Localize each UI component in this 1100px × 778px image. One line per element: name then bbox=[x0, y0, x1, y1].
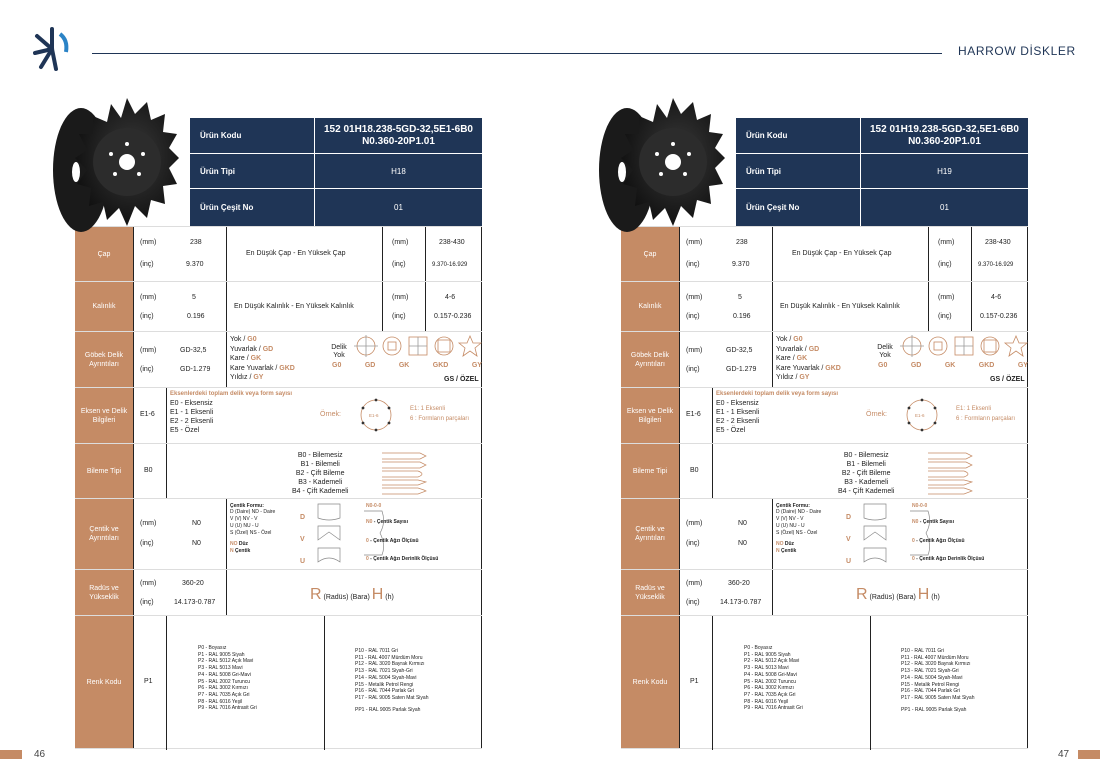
hub-special-label: GS / ÖZEL bbox=[444, 376, 479, 383]
page-number-left: 46 bbox=[34, 749, 46, 760]
color-list-1: P0 - Boyasız P1 - RAL 9005 Siyah P2 - RAL 5012 Açık Mavi P3 - RAL 5013 Mavi P4 - RAL 5008 Gri-Mavi P5 - RAL 2002 Turuncu P6 - RAL 3002 Kırmızı P7 - RAL 7035 Açık Gri P8 - RAL 6016 Yeşil P9 - RAL 7016 Antrasit Gri bbox=[198, 645, 257, 712]
label-sharpening: Bileme Tipi bbox=[75, 444, 133, 498]
row-hub-hole bbox=[75, 331, 482, 387]
color-value: P1 bbox=[144, 678, 153, 685]
label-product-variant: Ürün Çeşit No bbox=[746, 203, 800, 212]
product-code: 152 01H18.238-5GD-32,5E1-6B0 N0.360-20P1.01 bbox=[314, 118, 482, 153]
unit-inch: (inç) bbox=[686, 366, 700, 373]
label-hub-hole: Göbek Delik Ayrıntıları bbox=[75, 332, 133, 387]
label-color: Renk Kodu bbox=[75, 616, 133, 748]
hub-type-gy: Yıldız / GY bbox=[230, 374, 264, 381]
label-color: Renk Kodu bbox=[621, 616, 679, 748]
thickness-range-inch: 0.157-0.236 bbox=[434, 313, 472, 320]
label-radius: Radüs ve Yükseklik bbox=[75, 570, 133, 615]
unit-mm: (mm) bbox=[686, 239, 703, 246]
header-product-code-row bbox=[190, 118, 482, 154]
product-variant: 01 bbox=[314, 189, 482, 226]
label-axis: Eksen ve Delik Bilgileri bbox=[75, 388, 133, 443]
hub-shapes-icon bbox=[354, 335, 482, 357]
notch-form-list: D (Daire) ND - Daire V (V) NV - V U (U) NU - U S (Özel) NS - Özel bbox=[776, 509, 822, 536]
radius-mm: 360-20 bbox=[182, 580, 204, 587]
hub-type-g0: Yok / G0 bbox=[776, 336, 803, 343]
axis-example-2: 6 : Formların parçaları bbox=[410, 416, 470, 422]
notch-inch: N0 bbox=[192, 540, 201, 547]
hub-type-g0: Yok / G0 bbox=[230, 336, 257, 343]
header-product-code-row bbox=[736, 118, 1028, 154]
notch-form-title: Çentik Formu: bbox=[776, 503, 810, 509]
label-diameter: Çap bbox=[621, 227, 679, 281]
diameter-mm: 238 bbox=[190, 239, 202, 246]
hub-type-list bbox=[230, 335, 295, 383]
row-sharpening bbox=[75, 443, 482, 498]
notch-shapes-icon bbox=[860, 502, 890, 564]
thickness-inch: 0.196 bbox=[187, 313, 205, 320]
axis-example-code: E1-6 bbox=[915, 413, 925, 418]
label-product-code: Ürün Kodu bbox=[200, 131, 242, 140]
label-notch: Çentik ve Ayrıntıları bbox=[75, 499, 133, 569]
label-product-variant: Ürün Çeşit No bbox=[200, 203, 254, 212]
unit-mm: (mm) bbox=[686, 520, 703, 527]
thickness-range-label: En Düşük Kalınlık - En Yüksek Kalınlık bbox=[780, 303, 900, 310]
axis-note: Eksenlerdeki toplam delik veya form sayısı bbox=[716, 391, 839, 397]
example-label: Örnek: bbox=[320, 411, 342, 418]
hub-shapes-icon bbox=[900, 335, 1028, 357]
example-label: Örnek: bbox=[866, 411, 888, 418]
product-type: H19 bbox=[860, 154, 1028, 188]
page-tab-right bbox=[1078, 750, 1100, 759]
notch-flat-legend: NO Düz N Çentik bbox=[230, 541, 251, 554]
header-product-type-row bbox=[736, 154, 1028, 189]
harrow-disc-image bbox=[593, 92, 725, 242]
label-thickness: Kalınlık bbox=[621, 282, 679, 331]
label-thickness: Kalınlık bbox=[75, 282, 133, 331]
label-notch: Çentik ve Ayrıntıları bbox=[621, 499, 679, 569]
row-notch bbox=[75, 498, 482, 569]
product-code: 152 01H19.238-5GD-32,5E1-6B0 N0.360-20P1.01 bbox=[860, 118, 1028, 153]
notch-mm: N0 bbox=[738, 520, 747, 527]
sharpening-profiles-icon bbox=[380, 451, 428, 495]
radius-inch: 14.173-0.787 bbox=[720, 599, 762, 606]
axis-value: E1-6 bbox=[686, 411, 701, 418]
diameter-range-inch: 9.370-16.929 bbox=[432, 262, 468, 268]
hub-inch: GD-1.279 bbox=[726, 366, 757, 373]
brand-logo-icon bbox=[32, 26, 72, 72]
unit-inch-range: (inç) bbox=[392, 261, 406, 268]
unit-mm: (mm) bbox=[140, 239, 157, 246]
hub-type-gd: Yuvarlak / GD bbox=[230, 345, 274, 353]
radius-inch: 14.173-0.787 bbox=[174, 599, 216, 606]
notch-form-title: Çentik Formu: bbox=[230, 503, 264, 509]
unit-mm-range: (mm) bbox=[938, 294, 955, 301]
sharpening-list: B0 - Bilemesiz B1 - Bilemeli B2 - Çift Bileme B3 - Kademeli B4 - Çift Kademeli bbox=[838, 452, 895, 495]
unit-inch-range: (inç) bbox=[392, 313, 406, 320]
label-product-code: Ürün Kodu bbox=[746, 131, 788, 140]
header-product-variant-row bbox=[190, 189, 482, 226]
hub-type-gk: Kare / GK bbox=[776, 355, 808, 362]
page-title: HARROW DİSKLER bbox=[958, 44, 1076, 58]
sharpening-list: B0 - Bilemesiz B1 - Bilemeli B2 - Çift Bileme B3 - Kademeli B4 - Çift Kademeli bbox=[292, 452, 349, 495]
row-sharpening bbox=[621, 443, 1028, 498]
notch-shapes-icon bbox=[314, 502, 344, 564]
row-thickness bbox=[621, 281, 1028, 331]
thickness-range-mm: 4-6 bbox=[445, 294, 456, 301]
axis-example-icon bbox=[356, 397, 396, 433]
unit-inch: (inç) bbox=[140, 366, 154, 373]
unit-mm: (mm) bbox=[686, 347, 703, 354]
product-type: H18 bbox=[314, 154, 482, 188]
hub-type-gd: Yuvarlak / GD bbox=[776, 345, 820, 353]
hub-code-row: G0 GD GK GKD GY bbox=[332, 362, 482, 369]
notch-count: N0 - Çentik Sayısı bbox=[366, 519, 408, 525]
hub-type-gkd: Kare Yuvarlak / GKD bbox=[776, 364, 841, 372]
unit-mm: (mm) bbox=[140, 520, 157, 527]
product-variant: 01 bbox=[860, 189, 1028, 226]
row-radius bbox=[621, 569, 1028, 615]
unit-inch: (inç) bbox=[140, 313, 154, 320]
notch-dvu: D V U bbox=[846, 514, 852, 565]
row-radius bbox=[75, 569, 482, 615]
sharpening-profiles-icon bbox=[926, 451, 974, 495]
hub-type-gkd: Kare Yuvarlak / GKD bbox=[230, 364, 295, 372]
thickness-mm: 5 bbox=[738, 294, 742, 301]
label-diameter: Çap bbox=[75, 227, 133, 281]
notch-format: N0-0-0 bbox=[912, 503, 928, 509]
row-color bbox=[621, 615, 1028, 749]
thickness-range-inch: 0.157-0.236 bbox=[980, 313, 1018, 320]
unit-mm: (mm) bbox=[140, 294, 157, 301]
header-product-variant-row bbox=[736, 189, 1028, 226]
axis-list: E0 - Eksensiz E1 - 1 Eksenli E2 - 2 Eksenli E5 - Özel bbox=[716, 400, 760, 434]
hub-mm: GD-32,5 bbox=[180, 347, 207, 354]
notch-flat-legend: NO Düz N Çentik bbox=[776, 541, 797, 554]
row-hub-hole bbox=[621, 331, 1028, 387]
color-list-2: P10 - RAL 7011 Gri P11 - RAL 4007 Mürdüm Moru P12 - RAL 3020 Bayrak Kırmızı P13 - RAL 7021 Siyah-Gri P14 - RAL 5004 Siyah-Mavi P15 - Metalik Petrol Rengi P16 - RAL 7044 Parlak Gri P17 - RAL 9005 Saten Mat Siyah PP1 - RAL 9005 Parlak Siyah bbox=[901, 648, 975, 713]
hub-type-gk: Kare / GK bbox=[230, 355, 262, 362]
axis-example-2: 6 : Formların parçaları bbox=[956, 416, 1016, 422]
axis-example-code: E1-6 bbox=[369, 413, 379, 418]
hole-none-label: Delik Yok bbox=[331, 344, 347, 359]
axis-example-icon bbox=[902, 397, 942, 433]
sharpening-value: B0 bbox=[144, 467, 153, 474]
hub-type-gy: Yıldız / GY bbox=[776, 374, 810, 381]
hub-inch: GD-1.279 bbox=[180, 366, 211, 373]
axis-example-1: E1: 1 Eksenli bbox=[410, 406, 446, 412]
unit-inch: (inç) bbox=[140, 261, 154, 268]
unit-mm: (mm) bbox=[686, 580, 703, 587]
notch-depth: 0 - Çentik Ağzı Derinlik Ölçüsü bbox=[366, 556, 439, 562]
thickness-mm: 5 bbox=[192, 294, 196, 301]
notch-detail-icon bbox=[908, 509, 934, 557]
notch-depth: 0 - Çentik Ağzı Derinlik Ölçüsü bbox=[912, 556, 985, 562]
diameter-range-label: En Düşük Çap - En Yüksek Çap bbox=[792, 250, 892, 257]
hub-type-list bbox=[776, 335, 841, 383]
label-hub-hole: Göbek Delik Ayrıntıları bbox=[621, 332, 679, 387]
axis-example-1: E1: 1 Eksenli bbox=[956, 406, 992, 412]
unit-inch: (inç) bbox=[140, 599, 154, 606]
diameter-range-mm: 238-430 bbox=[985, 239, 1011, 246]
unit-inch: (inç) bbox=[686, 599, 700, 606]
label-product-type: Ürün Tipi bbox=[746, 166, 781, 176]
radius-mm: 360-20 bbox=[728, 580, 750, 587]
row-axis bbox=[75, 387, 482, 443]
notch-mm: N0 bbox=[192, 520, 201, 527]
unit-inch: (inç) bbox=[686, 313, 700, 320]
color-value: P1 bbox=[690, 678, 699, 685]
header-rule bbox=[92, 53, 942, 54]
thickness-inch: 0.196 bbox=[733, 313, 751, 320]
notch-detail-icon bbox=[362, 509, 388, 557]
notch-format: N0-0-0 bbox=[366, 503, 382, 509]
radius-legend: R (Radüs) (Bara) H (h) bbox=[310, 586, 394, 603]
label-sharpening: Bileme Tipi bbox=[621, 444, 679, 498]
unit-inch: (inç) bbox=[686, 540, 700, 547]
color-list-2: P10 - RAL 7011 Gri P11 - RAL 4007 Mürdüm Moru P12 - RAL 3020 Bayrak Kırmızı P13 - RAL 7021 Siyah-Gri P14 - RAL 5004 Siyah-Mavi P15 - Metalik Petrol Rengi P16 - RAL 7044 Parlak Gri P17 - RAL 9005 Saten Mat Siyah PP1 - RAL 9005 Parlak Siyah bbox=[355, 648, 429, 713]
axis-note: Eksenlerdeki toplam delik veya form sayısı bbox=[170, 391, 293, 397]
hole-none-label: Delik Yok bbox=[877, 344, 893, 359]
notch-inch: N0 bbox=[738, 540, 747, 547]
hub-code-row: G0 GD GK GKD GY bbox=[878, 362, 1028, 369]
row-thickness bbox=[75, 281, 482, 331]
diameter-inch: 9.370 bbox=[186, 261, 204, 268]
unit-mm: (mm) bbox=[140, 347, 157, 354]
notch-dvu: D V U bbox=[300, 514, 306, 565]
axis-value: E1-6 bbox=[140, 411, 155, 418]
diameter-range-label: En Düşük Çap - En Yüksek Çap bbox=[246, 250, 346, 257]
label-product-type: Ürün Tipi bbox=[200, 166, 235, 176]
sharpening-value: B0 bbox=[690, 467, 699, 474]
axis-list: E0 - Eksensiz E1 - 1 Eksenli E2 - 2 Eksenli E5 - Özel bbox=[170, 400, 214, 434]
page-tab-left bbox=[0, 750, 22, 759]
unit-inch-range: (inç) bbox=[938, 313, 952, 320]
hub-special-label: GS / ÖZEL bbox=[990, 376, 1025, 383]
unit-mm: (mm) bbox=[140, 580, 157, 587]
unit-inch: (inç) bbox=[140, 540, 154, 547]
row-notch bbox=[621, 498, 1028, 569]
thickness-range-mm: 4-6 bbox=[991, 294, 1002, 301]
unit-inch: (inç) bbox=[686, 261, 700, 268]
unit-mm-range: (mm) bbox=[392, 239, 409, 246]
thickness-range-label: En Düşük Kalınlık - En Yüksek Kalınlık bbox=[234, 303, 354, 310]
diameter-range-inch: 9.370-16.929 bbox=[978, 262, 1014, 268]
unit-mm-range: (mm) bbox=[392, 294, 409, 301]
page-number-right: 47 bbox=[1058, 749, 1070, 760]
row-axis bbox=[621, 387, 1028, 443]
label-radius: Radüs ve Yükseklik bbox=[621, 570, 679, 615]
diameter-range-mm: 238-430 bbox=[439, 239, 465, 246]
notch-form-list: D (Daire) ND - Daire V (V) NV - V U (U) NU - U S (Özel) NS - Özel bbox=[230, 509, 276, 536]
color-list-1: P0 - Boyasız P1 - RAL 9005 Siyah P2 - RAL 5012 Açık Mavi P3 - RAL 5013 Mavi P4 - RAL 5008 Gri-Mavi P5 - RAL 2002 Turuncu P6 - RAL 3002 Kırmızı P7 - RAL 7035 Açık Gri P8 - RAL 6016 Yeşil P9 - RAL 7016 Antrasit Gri bbox=[744, 645, 803, 712]
unit-mm-range: (mm) bbox=[938, 239, 955, 246]
radius-legend: R (Radüs) (Bara) H (h) bbox=[856, 586, 940, 603]
label-axis: Eksen ve Delik Bilgileri bbox=[621, 388, 679, 443]
notch-count: N0 - Çentik Sayısı bbox=[912, 519, 954, 525]
hub-mm: GD-32,5 bbox=[726, 347, 753, 354]
diameter-inch: 9.370 bbox=[732, 261, 750, 268]
unit-mm: (mm) bbox=[686, 294, 703, 301]
header-product-type-row bbox=[190, 154, 482, 189]
notch-mouth: 0 - Çentik Ağzı Ölçüsü bbox=[912, 538, 965, 544]
harrow-disc-image bbox=[47, 92, 179, 242]
unit-inch-range: (inç) bbox=[938, 261, 952, 268]
diameter-mm: 238 bbox=[736, 239, 748, 246]
notch-mouth: 0 - Çentik Ağzı Ölçüsü bbox=[366, 538, 419, 544]
row-color bbox=[75, 615, 482, 749]
